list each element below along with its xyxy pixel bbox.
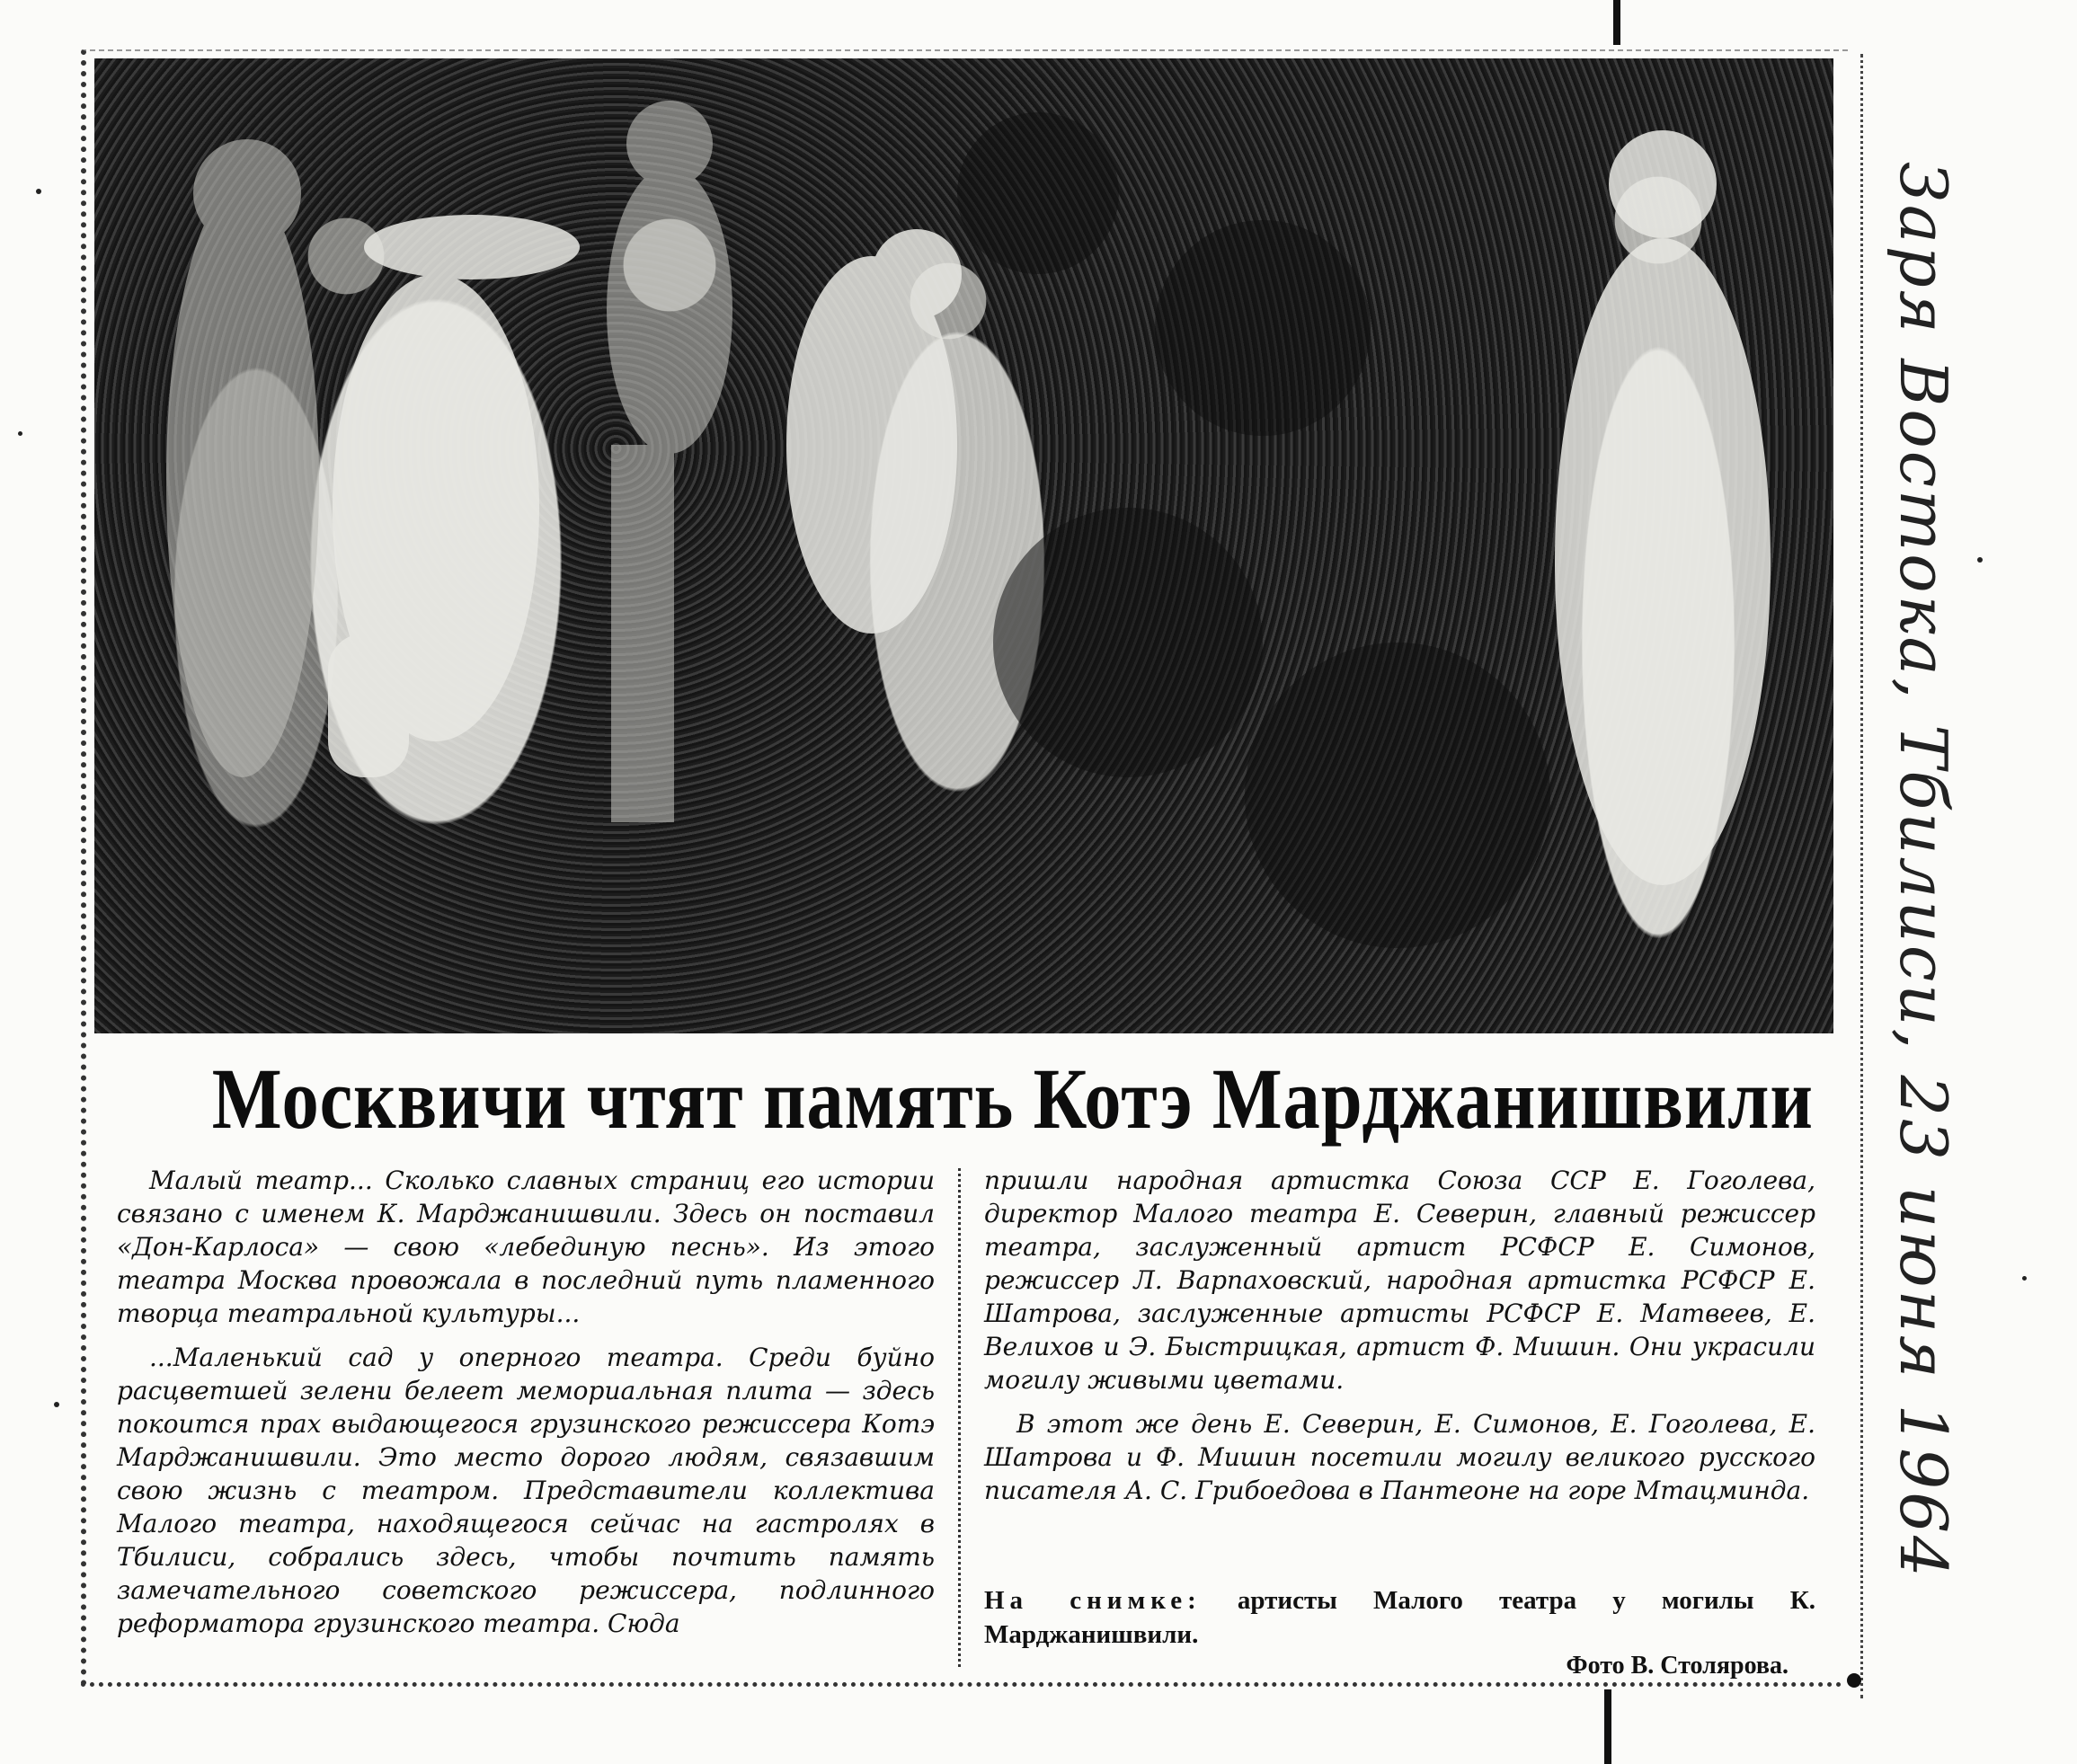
photo-credit: Фото В. Столярова. — [1566, 1652, 1789, 1680]
article-paragraph: ...Маленький сад у оперного театра. Среди буйно расцветшей зелени белеет мемориальная плита — здесь покоится прах выдающегося грузинского режиссера Котэ Марджанишвили. Это место дорого людям, связавшим свою жизнь с театром. Представители коллектива Малого театра, находящегося сейчас на гастролях в Тбилиси, собрались здесь, чтобы почтить память замечательного советского режиссера, подлинного реформатора грузинского театра. Сюда — [117, 1343, 935, 1638]
caption-text: артисты Малого театра у могилы К. Марджанишвили. — [984, 1586, 1815, 1649]
scan-speck — [1977, 557, 1983, 563]
article-column-left — [117, 1164, 935, 1651]
news-photo — [94, 58, 1833, 1033]
photo-caption — [984, 1583, 1815, 1652]
scan-edge-mark — [1613, 0, 1620, 45]
clipping-bottom-edge — [81, 1682, 1842, 1687]
article-paragraph: пришли народная артистка Союза ССР Е. Гоголева, директор Малого театра Е. Северин, главный режиссер театра, заслуженный артист РСФСР Е. Симонов, режиссер Л. Варпаховский, народная артистка РСФСР Е. Шатрова, заслуженные артисты РСФСР Е. Матвеев, Е. Велихов и Э. Быстрицкая, артист Ф. Мишин. Они украсили могилу живыми цветами. — [984, 1166, 1815, 1395]
article-headline: Москвичи чтят память Котэ Марджанишвили — [211, 1050, 1814, 1147]
scan-speck — [54, 1402, 59, 1407]
photo-figures — [94, 58, 1833, 1033]
corner-dot — [1847, 1673, 1861, 1688]
clipping-right-edge — [1860, 54, 1863, 1698]
scan-speck — [36, 189, 41, 194]
scan-edge-mark — [1604, 1689, 1611, 1764]
column-divider — [958, 1168, 961, 1667]
article-paragraph: Малый театр... Сколько славных страниц его истории связано с именем К. Марджанишвили. Здесь он поставил «Дон-Карлоса» — свою «лебединую песнь». Из этого театра Москва провожала в последний путь пламенного творца театральной культуры... — [117, 1166, 935, 1328]
article-column-right — [984, 1164, 1815, 1518]
article-paragraph: В этот же день Е. Северин, Е. Симонов, Е. Гоголева, Е. Шатрова и Ф. Мишин посетили могилу великого русского писателя А. С. Грибоедова в Пантеоне на горе Мтацминда. — [984, 1409, 1815, 1505]
scan-speck — [18, 431, 22, 436]
scan-speck — [2022, 1276, 2027, 1281]
handwritten-source-note: Заря Востока, Тбилиси, 23 июня 1964 — [1886, 162, 1961, 1580]
caption-lead: На снимке: — [984, 1586, 1202, 1615]
